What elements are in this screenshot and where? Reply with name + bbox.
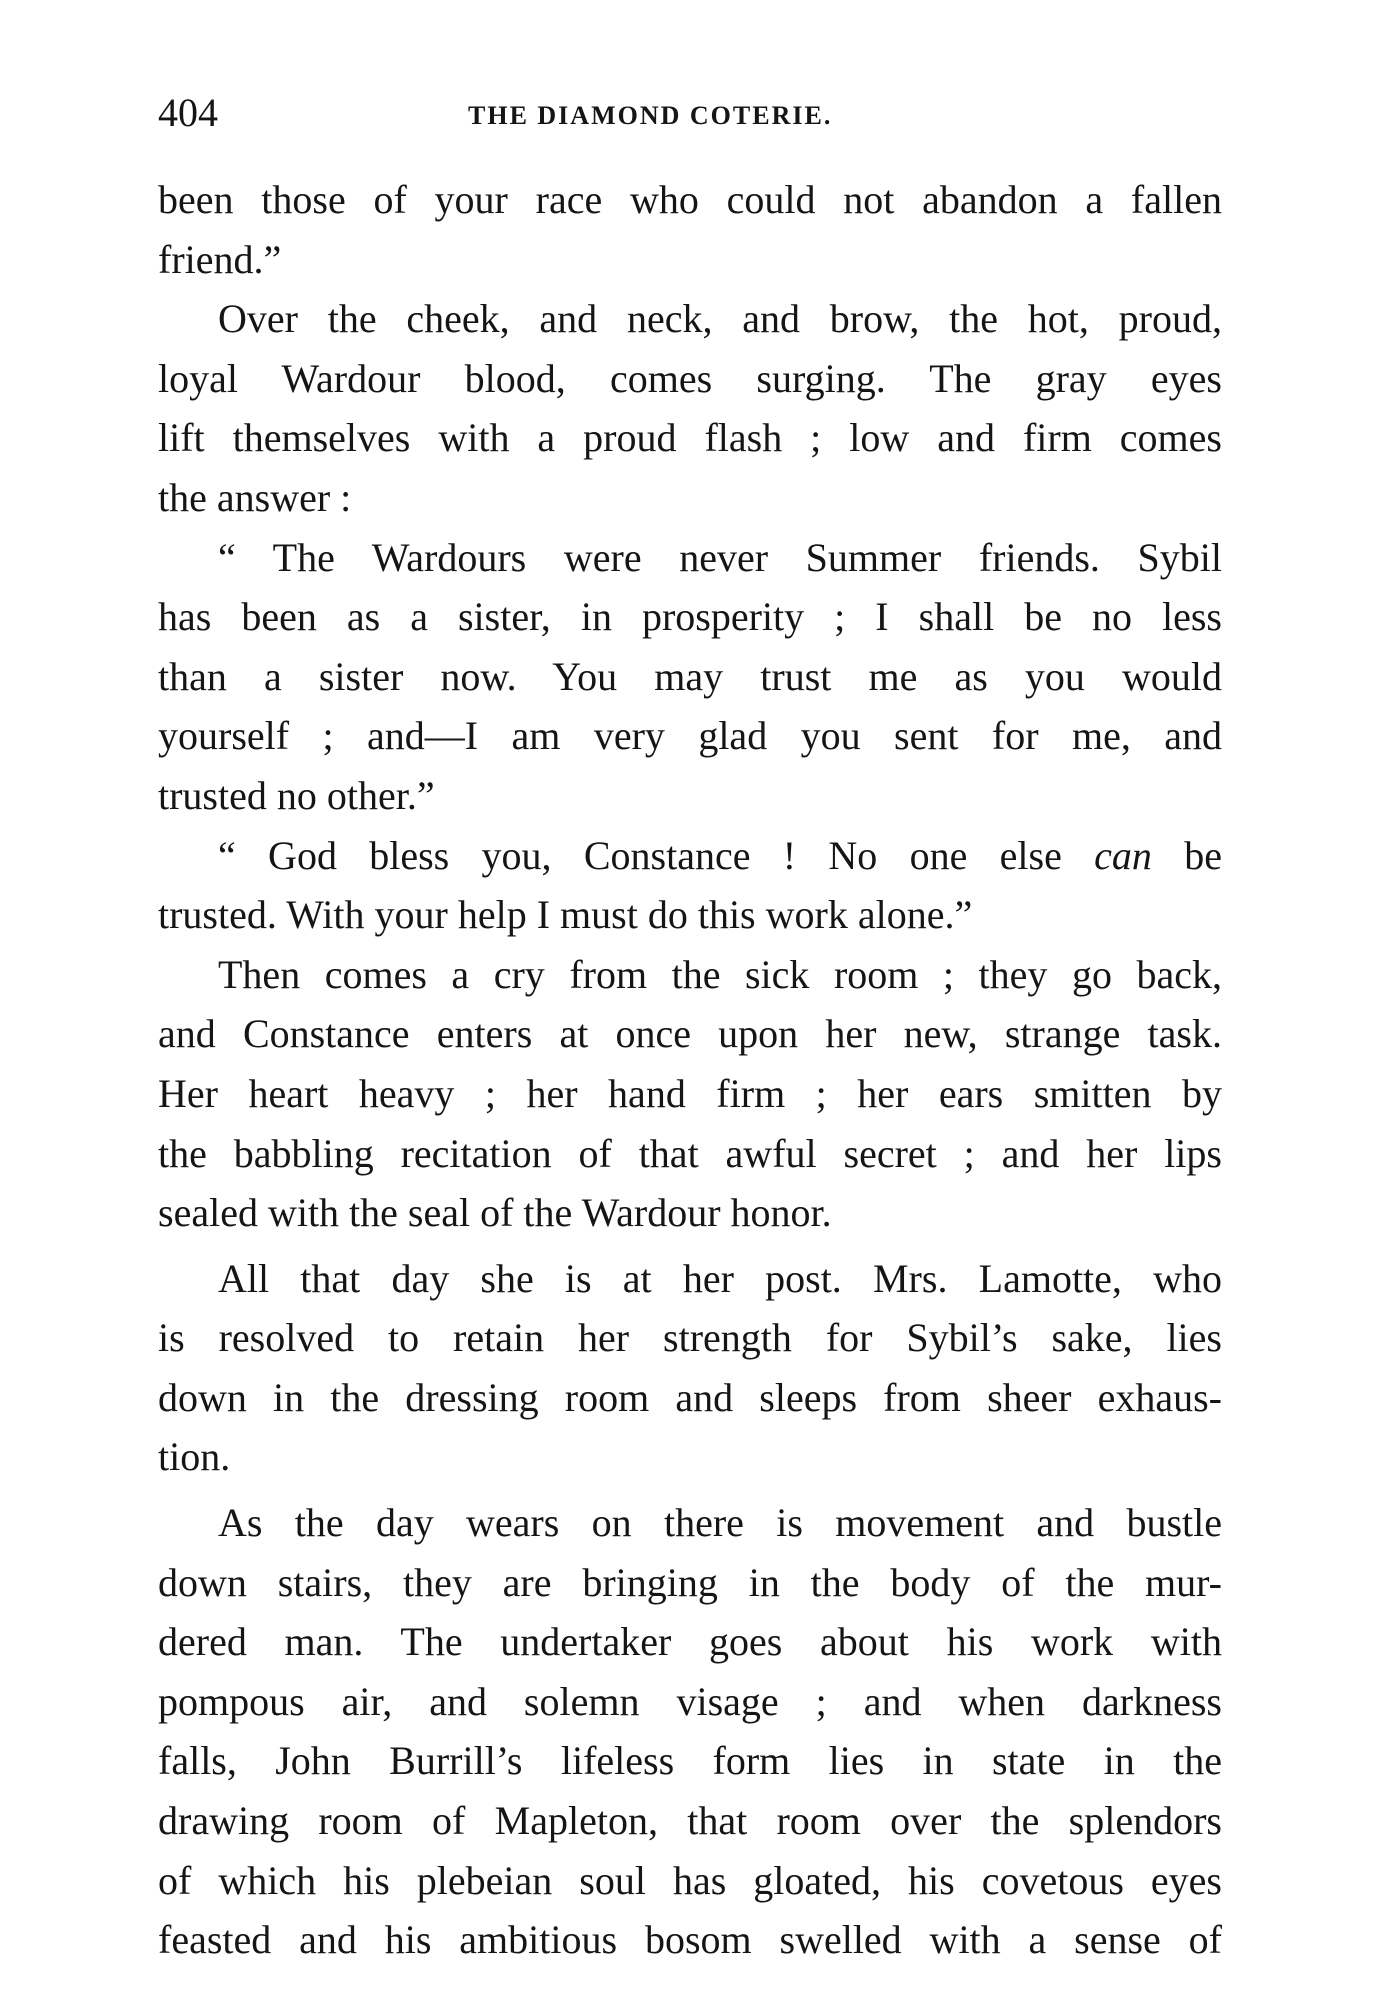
text-line xyxy=(158,826,1222,886)
italic-word: can xyxy=(1094,832,1152,878)
text-line: feasted and his ambitious bosom swelled with a sense of xyxy=(158,1917,1222,1963)
page-header xyxy=(158,88,1222,138)
text-segment: be xyxy=(1184,832,1222,878)
text-line: been those of your race who could not abandon a fallen xyxy=(158,177,1222,222)
text-line: and Constance enters at once upon her new, strange task. xyxy=(158,1011,1222,1057)
running-title: THE DIAMOND COTERIE. xyxy=(468,101,833,130)
text-line: Then comes a cry from the sick room ; they go back, xyxy=(218,951,1222,997)
text-line: sealed with the seal of the Wardour honor. xyxy=(158,1190,832,1236)
body-text xyxy=(158,170,1222,1970)
text-line: trusted. With your help I must do this work alone.” xyxy=(158,892,973,938)
text-line: down stairs, they are bringing in the body of the mur- xyxy=(158,1559,1222,1605)
text-segment: “ God bless you, Constance ! No one else xyxy=(218,832,1062,878)
text-line: the babbling recitation of that awful secret ; and her lips xyxy=(158,1130,1222,1176)
text-line: falls, John Burrill’s lifeless form lies in state in the xyxy=(158,1738,1222,1784)
text-line: lift themselves with a proud flash ; low and firm comes xyxy=(158,415,1222,461)
text-line: of which his plebeian soul has gloated, his covetous eyes xyxy=(158,1857,1222,1903)
text-line: dered man. The undertaker goes about his work with xyxy=(158,1619,1222,1665)
text-line: the answer : xyxy=(158,474,352,520)
text-line: friend.” xyxy=(158,236,282,282)
text-line: Over the cheek, and neck, and brow, the hot, proud, xyxy=(218,296,1222,342)
text-line: pompous air, and solemn visage ; and when darkness xyxy=(158,1678,1222,1724)
text-line: Her heart heavy ; her hand firm ; her ears smitten by xyxy=(158,1070,1222,1116)
text-line: “ The Wardours were never Summer friends. Sybil xyxy=(218,534,1222,580)
text-line: yourself ; and—I am very glad you sent for me, and xyxy=(158,713,1222,759)
text-line: is resolved to retain her strength for Sybil’s sake, lies xyxy=(158,1315,1222,1361)
text-line: As the day wears on there is movement and bustle xyxy=(218,1500,1222,1546)
text-line: loyal Wardour blood, comes surging. The gray eyes xyxy=(158,355,1222,401)
text-line: than a sister now. You may trust me as you would xyxy=(158,653,1222,699)
text-line: down in the dressing room and sleeps from sheer exhaus- xyxy=(158,1374,1222,1420)
text-line: trusted no other.” xyxy=(158,772,435,818)
text-line: drawing room of Mapleton, that room over the splendors xyxy=(158,1798,1222,1844)
page-number: 404 xyxy=(158,90,218,135)
text-line: tion. xyxy=(158,1434,231,1480)
text-line: has been as a sister, in prosperity ; I shall be no less xyxy=(158,594,1222,640)
text-line: All that day she is at her post. Mrs. Lamotte, who xyxy=(218,1255,1222,1301)
